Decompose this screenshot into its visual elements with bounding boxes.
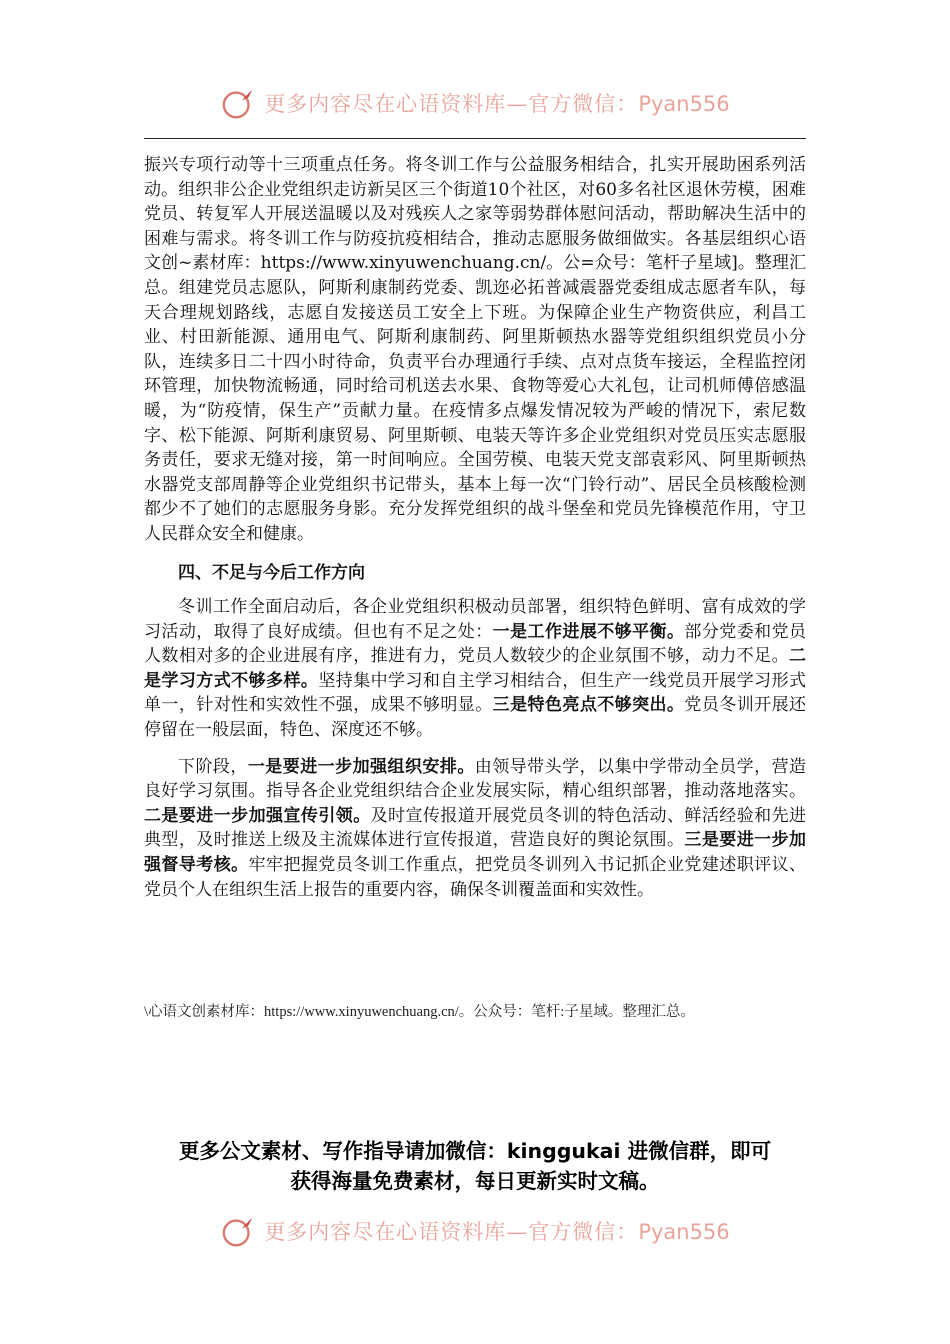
quill-logo-icon [220,84,258,122]
source-note: \心语文创素材库：https://www.xinyuwenchuang.cn/。公众号：笔杆:子星域。整理汇总。 [144,1004,695,1020]
paragraph-shortcomings: 冬训工作全面启动后，各企业党组织积极动员部署，组织特色鲜明、富有成效的学习活动，取得了良好成绩。但也有不足之处：一是工作进展不够平衡。部分党委和党员人数相对多的企业进展有序，推进有力，党员人数较少的企业氛围不够，动力不足。二是学习方式不够多样。坚持集中学习和自主学习相结合，但生产一线党员开展学习形式单一，针对性和实效性不强，成果不够明显。三是特色亮点不够突出。党员冬训开展还停留在一般层面，特色、深度还不够。 [144,597,807,741]
header-banner-text: 更多内容尽在心语资料库—官方微信：Pyan556 [264,92,730,116]
header-divider [144,138,806,139]
footer-promo-line-1: 更多公文素材、写作指导请加微信：kinggukai 进微信群，即可 [178,1139,772,1163]
footer-promo-line-2: 获得海量免费素材，每日更新实时文稿。 [290,1169,660,1193]
header-banner [0,80,950,126]
footer-promo-note [100,1136,850,1196]
document-body [144,153,806,902]
paragraph-volunteer-service: 振兴专项行动等十三项重点任务。将冬训工作与公益服务相结合，扎实开展助困系列活动。组织非公企业党组织走访新吴区三个街道10个社区，对60多名社区退休劳模，困难党员、转复军人开展送温暖以及对残疾人之家等弱势群体慰问活动，帮助解决生活中的困难与需求。将冬训工作与防疫抗疫相结合，推动志愿服务做细做实。各基层组织心语文创~素材库：https://www.xinyuwenchuang.cn/。公=众号：笔杆子星域]。整理汇总。组建党员志愿队，阿斯利康制药党委、凯迩必拓普减震器党委组成志愿者车队，每天合理规划路线，志愿自发接送员工安全上下班。为保障企业生产物资供应，利昌工业、村田新能源、通用电气、阿斯利康制药、阿里斯顿热水器等党组织组织党员小分队，连续多日二十四小时待命，负责平台办理通行手续、点对点货车接运，全程监控闭环管理，加快物流畅通，同时给司机送去水果、食物等爱心大礼包，让司机师傅倍感温暖，为“防疫情，保生产”贡献力量。在疫情多点爆发情况较为严峻的情况下，索尼数字、松下能源、阿斯利康贸易、阿里斯顿、电装天等许多企业党组织对党员压实志愿服务责任，要求无缝对接，第一时间响应。全国劳模、电装天党支部袁彩风、阿里斯顿热水器党支部周静等企业党组织书记带头，基本上每一次“门铃行动”、居民全员核酸检测都少不了她们的志愿服务身影。充分发挥党组织的战斗堡垒和党员先锋模范作用，守卫人民群众安全和健康。 [144,155,806,544]
footer-banner-text: 更多内容尽在心语资料库—官方微信：Pyan556 [264,1220,730,1244]
footer-banner [0,1208,950,1254]
quill-logo-icon [220,1212,258,1250]
section-heading-shortcomings: 四、不足与今后工作方向 [178,562,365,583]
paragraph-next-steps: 下阶段，一是要进一步加强组织安排。由领导带头学，以集中学带动全员学，营造良好学习氛围。指导各企业党组织结合企业发展实际，精心组织部署，推动落地落实。二是要进一步加强宣传引领。及时宣传报道开展党员冬训的特色活动、鲜活经验和先进典型，及时推送上级及主流媒体进行宣传报道，营造良好的舆论氛围。三是要进一步加强督导考核。牢牢把握党员冬训工作重点，把党员冬训列入书记抓企业党建述职评议、党员个人在组织生活上报告的重要内容，确保冬训覆盖面和实效性。 [144,756,807,900]
